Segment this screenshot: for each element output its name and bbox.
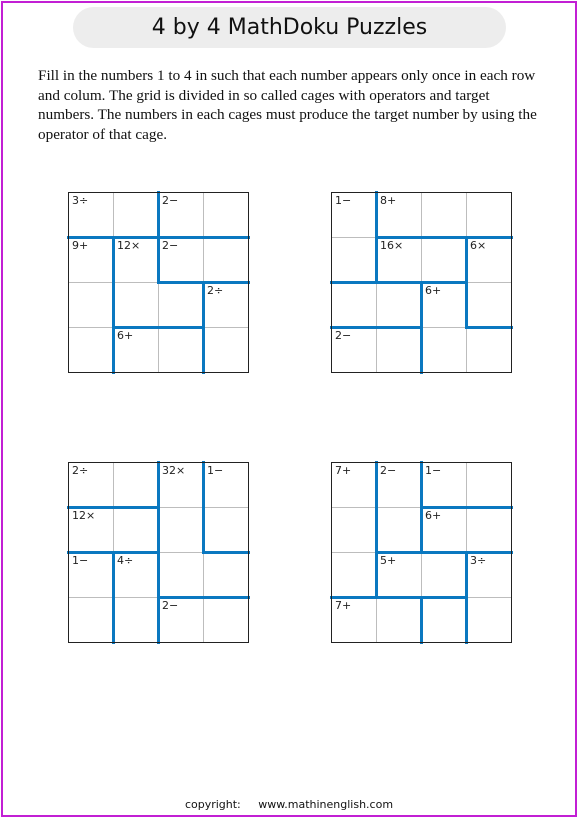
grid-cell[interactable]: [423, 568, 464, 595]
grid-cell[interactable]: [160, 253, 201, 280]
grid-cell[interactable]: [205, 253, 246, 280]
grid-cell[interactable]: [160, 208, 201, 235]
grid-cell[interactable]: [205, 343, 246, 370]
grid-cell[interactable]: [333, 568, 374, 595]
grid-cell[interactable]: [423, 253, 464, 280]
grid-cell[interactable]: [423, 478, 464, 505]
puzzle-4: [331, 462, 512, 643]
grid-cell[interactable]: [378, 568, 419, 595]
cage-clue: 6+: [425, 284, 442, 297]
cage-clue: 6+: [425, 509, 442, 522]
grid-cell[interactable]: [115, 568, 156, 595]
cage-clue: 8+: [380, 194, 397, 207]
grid-cell[interactable]: [115, 298, 156, 325]
grid-cell[interactable]: [468, 478, 509, 505]
cage-clue: 1−: [72, 554, 89, 567]
copyright-label: copyright:: [184, 798, 241, 811]
grid-cell[interactable]: [333, 208, 374, 235]
grid-cell[interactable]: [205, 298, 246, 325]
grid-cell[interactable]: [378, 298, 419, 325]
cage-clue: 4÷: [117, 554, 134, 567]
site-link[interactable]: www.mathinenglish.com: [258, 798, 394, 811]
puzzle-3: [68, 462, 249, 643]
grid-cell[interactable]: [205, 523, 246, 550]
grid-cell[interactable]: [70, 208, 111, 235]
grid-cell[interactable]: [468, 343, 509, 370]
cage-clue: 3÷: [470, 554, 487, 567]
grid-cell[interactable]: [205, 478, 246, 505]
grid-cell[interactable]: [423, 523, 464, 550]
cage-clue: 1−: [335, 194, 352, 207]
grid-cell[interactable]: [468, 208, 509, 235]
grid-cell[interactable]: [378, 253, 419, 280]
grid-cell[interactable]: [423, 343, 464, 370]
cage-clue: 32×: [162, 464, 186, 477]
cage-clue: 7+: [335, 464, 352, 477]
cage-clue: 2÷: [207, 284, 224, 297]
grid-cell[interactable]: [70, 568, 111, 595]
grid-cell[interactable]: [333, 523, 374, 550]
grid-cell[interactable]: [423, 208, 464, 235]
cage-clue: 9+: [72, 239, 89, 252]
grid-cell[interactable]: [378, 523, 419, 550]
grid-cell[interactable]: [205, 613, 246, 640]
cage-clue: 5+: [380, 554, 397, 567]
grid-cell[interactable]: [205, 568, 246, 595]
grid-cell[interactable]: [70, 478, 111, 505]
cage-clue: 1−: [207, 464, 224, 477]
grid-cell[interactable]: [378, 208, 419, 235]
grid-cell[interactable]: [70, 523, 111, 550]
cage-clue: 2÷: [72, 464, 89, 477]
grid-cell[interactable]: [115, 523, 156, 550]
grid-cell[interactable]: [115, 208, 156, 235]
grid-cell[interactable]: [333, 343, 374, 370]
grid-cell[interactable]: [468, 568, 509, 595]
puzzle-1: [68, 192, 249, 373]
grid-cell[interactable]: [70, 613, 111, 640]
cage-clue: 12×: [117, 239, 141, 252]
cage-clue: 2−: [380, 464, 397, 477]
cage-clue: 12×: [72, 509, 96, 522]
grid-cell[interactable]: [378, 343, 419, 370]
cage-clue: 2−: [162, 239, 179, 252]
grid-cell[interactable]: [160, 478, 201, 505]
grid-cell[interactable]: [333, 298, 374, 325]
grid-cell[interactable]: [115, 613, 156, 640]
puzzle-2: [331, 192, 512, 373]
cage-clue: 6×: [470, 239, 487, 252]
cage-clue: 16×: [380, 239, 404, 252]
grid-cell[interactable]: [205, 208, 246, 235]
page-title: 4 by 4 MathDoku Puzzles: [73, 7, 506, 48]
grid-cell[interactable]: [423, 298, 464, 325]
grid-cell[interactable]: [333, 613, 374, 640]
grid-cell[interactable]: [160, 613, 201, 640]
instructions-text: Fill in the numbers 1 to 4 in such that each number appears only once in each row and colum. The grid is divided in so called cages with operators and target numbers. The numbers in each cages must produce the target number by using the operator of that cage.: [38, 67, 537, 143]
grid-cell[interactable]: [468, 613, 509, 640]
grid-cell[interactable]: [333, 253, 374, 280]
grid-cell[interactable]: [70, 298, 111, 325]
grid-cell[interactable]: [468, 298, 509, 325]
grid-cell[interactable]: [378, 478, 419, 505]
cage-clue: 2−: [162, 599, 179, 612]
cage-clue: 2−: [335, 329, 352, 342]
grid-cell[interactable]: [115, 253, 156, 280]
cage-clue: 2−: [162, 194, 179, 207]
cage-clue: 6+: [117, 329, 134, 342]
cage-clue: 7+: [335, 599, 352, 612]
grid-cell[interactable]: [115, 478, 156, 505]
grid-cell[interactable]: [160, 343, 201, 370]
grid-cell[interactable]: [160, 568, 201, 595]
grid-cell[interactable]: [468, 253, 509, 280]
grid-cell[interactable]: [378, 613, 419, 640]
grid-cell[interactable]: [423, 613, 464, 640]
grid-cell[interactable]: [160, 523, 201, 550]
grid-cell[interactable]: [115, 343, 156, 370]
grid-cell[interactable]: [70, 343, 111, 370]
cage-clue: 1−: [425, 464, 442, 477]
grid-cell[interactable]: [160, 298, 201, 325]
grid-cell[interactable]: [333, 478, 374, 505]
grid-cell[interactable]: [468, 523, 509, 550]
grid-cell[interactable]: [70, 253, 111, 280]
footer: [0, 798, 578, 811]
cage-clue: 3÷: [72, 194, 89, 207]
